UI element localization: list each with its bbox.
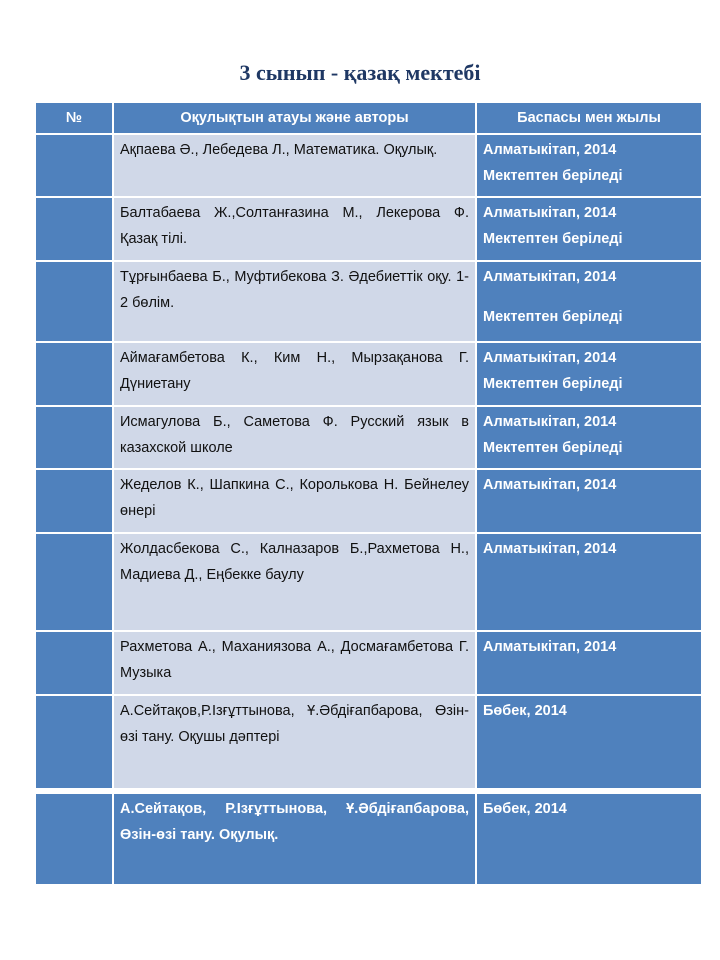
publisher-year: Алматыкітап, 2014 [483,350,617,366]
publisher-year: Бөбек, 2014 [483,801,567,817]
publisher-cell [476,695,702,791]
publisher-year: Алматыкітап, 2014 [483,639,617,655]
publisher-cell [476,342,702,406]
row-number [35,342,113,406]
table-row [35,261,702,342]
row-number [35,134,113,197]
table-row [35,631,702,695]
book-title-authors: Балтабаева Ж.,Солтанғазина М., Лекерова Ф. Қазақ тілі. [113,197,476,261]
book-title-authors: А.Сейтақов, Р.Ізғұттынова, Ұ.Әбдіғапбарова, Өзін-өзі тану. Оқулық. [113,791,476,885]
table-row [35,342,702,406]
book-title-authors: Жеделов К., Шапкина С., Королькова Н. Бейнелеу өнері [113,469,476,533]
publisher-cell [476,469,702,533]
book-title-authors: Жолдасбекова С., Калназаров Б.,Рахметова Н., Мадиева Д., Еңбекке баулу [113,533,476,631]
row-number [35,533,113,631]
row-number [35,695,113,791]
availability-note: Мектептен беріледі [483,231,623,247]
table-row [35,197,702,261]
publisher-cell [476,261,702,342]
row-number [35,197,113,261]
row-number [35,261,113,342]
book-title-authors: А.Сейтақов,Р.Ізғұттынова, Ұ.Әбдіғапбарова, Өзін-өзі тану. Оқушы дәптері [113,695,476,791]
book-title-authors: Аймағамбетова К., Ким Н., Мырзақанова Г. Дүниетану [113,342,476,406]
publisher-year: Бөбек, 2014 [483,703,567,719]
publisher-cell [476,134,702,197]
table-row [35,533,702,631]
publisher-year: Алматыкітап, 2014 [483,205,617,221]
publisher-year: Алматыкітап, 2014 [483,477,617,493]
publisher-cell [476,791,702,885]
availability-note: Мектептен беріледі [483,168,623,184]
row-number [35,469,113,533]
publisher-cell [476,533,702,631]
table-row [35,134,702,197]
header-book: Оқулықтын атауы және авторы [113,102,476,134]
row-number [35,406,113,469]
publisher-year: Алматыкітап, 2014 [483,142,617,158]
publisher-year: Алматыкітап, 2014 [483,541,617,557]
publisher-year: Алматыкітап, 2014 [483,269,617,285]
header-publisher: Баспасы мен жылы [476,102,702,134]
availability-note: Мектептен беріледі [483,376,623,392]
publisher-cell [476,197,702,261]
availability-note: Мектептен беріледі [483,440,623,456]
table-row [35,406,702,469]
availability-note: Мектептен беріледі [483,309,623,325]
table-header [35,102,702,134]
table-row [35,791,702,885]
publisher-cell [476,406,702,469]
publisher-year: Алматыкітап, 2014 [483,414,617,430]
book-title-authors: Ақпаева Ә., Лебедева Л., Математика. Оқулық. [113,134,476,197]
table-row [35,469,702,533]
table-row [35,695,702,791]
textbook-table [34,101,703,886]
book-title-authors: Исмагулова Б., Саметова Ф. Русский язык в казахской школе [113,406,476,469]
page-title: 3 сынып - қазақ мектебі [239,60,481,85]
header-number: № [35,102,113,134]
book-title-authors: Рахметова А., Маханиязова А., Досмағамбетова Г. Музыка [113,631,476,695]
book-title-authors: Тұрғынбаева Б., Муфтибекова З. Әдебиеттік оқу. 1-2 бөлім. [113,261,476,342]
row-number [35,791,113,885]
row-number [35,631,113,695]
publisher-cell [476,631,702,695]
